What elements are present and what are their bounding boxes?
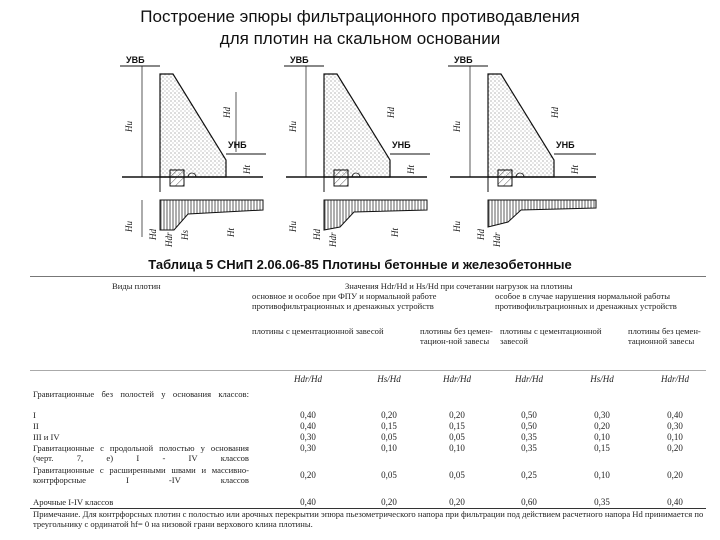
col-head-5: Hs/Hd bbox=[590, 374, 614, 384]
cell-r4-c6: 0,20 bbox=[667, 443, 683, 453]
row-name-5: Гравитационные с расширенными швами и массивно-контрфорсные I -IV классов bbox=[33, 465, 249, 486]
row-name-6: Арочные I-IV классов bbox=[33, 497, 114, 507]
cell-r1-c5: 0,30 bbox=[594, 410, 610, 420]
col-head-3: Hdr/Hd bbox=[442, 374, 471, 384]
hdr-label-3: Hdr bbox=[492, 232, 502, 247]
hu-label-1b: Hu bbox=[124, 221, 134, 232]
uvb-label-1: УВБ bbox=[126, 55, 145, 65]
uvb-label-2: УВБ bbox=[290, 55, 309, 65]
ht-label-3: Ht bbox=[570, 165, 580, 174]
row-name-2: II bbox=[33, 421, 39, 431]
cell-r4-c4: 0,35 bbox=[521, 443, 537, 453]
cell-r3-c4: 0,35 bbox=[521, 432, 537, 442]
hu-label-2b: Hu bbox=[288, 221, 298, 232]
page-title-line1: Построение эпюры фильтрационного противодавления bbox=[140, 7, 580, 26]
cell-r5-c2: 0,05 bbox=[381, 470, 397, 480]
group2-header: особое в случае нарушения нормальной работы противофильтрационных и дренажных устройств bbox=[495, 291, 677, 312]
hd-label-2: Hd bbox=[386, 107, 396, 118]
ht-label-2b: Ht bbox=[390, 228, 400, 237]
ht-label-1: Ht bbox=[242, 165, 252, 174]
hd-label-3b: Hd bbox=[476, 229, 486, 240]
table-caption: Таблица 5 СНиП 2.06.06-85 Плотины бетонные и железобетонные bbox=[148, 257, 572, 272]
hu-label-1: Hu bbox=[124, 121, 134, 132]
hs-label-1: Hs bbox=[180, 229, 190, 240]
cell-r3-c1: 0,30 bbox=[300, 432, 316, 442]
unb-label-1: УНБ bbox=[228, 140, 247, 150]
cell-r6-c4: 0,60 bbox=[521, 497, 537, 507]
page-title-line2: для плотин на скальном основании bbox=[219, 29, 501, 48]
hd-label-2b: Hd bbox=[312, 229, 322, 240]
sub3-header: плотины с цементационной завесой bbox=[500, 326, 602, 347]
cell-r4-c5: 0,15 bbox=[594, 443, 610, 453]
cell-r6-c3: 0,20 bbox=[449, 497, 465, 507]
cell-r2-c3: 0,15 bbox=[449, 421, 465, 431]
cell-r2-c1: 0,40 bbox=[300, 421, 316, 431]
hdr-label-2: Hdr bbox=[328, 232, 338, 247]
row-name-1: I bbox=[33, 410, 36, 420]
cell-r1-c2: 0,20 bbox=[381, 410, 397, 420]
sub2-header: плотины без цемен-тацион-ной завесы bbox=[420, 326, 493, 347]
cell-r3-c5: 0,10 bbox=[594, 432, 610, 442]
table-note: Примечание. Для контрфорсных плотин с полостью или арочных перекрытии эпюра пьезометрического напора при фильтрации под действием расчетного напора Hd принимается по треугольнику с ординатой hf= 0 на низовой грани верхового клина плотины. bbox=[33, 509, 704, 530]
cell-r6-c6: 0,40 bbox=[667, 497, 683, 507]
group1-header: основное и особое при ФПУ и нормальной работе противофильтрационных и дренажных устройств bbox=[252, 291, 437, 312]
cell-r6-c1: 0,40 bbox=[300, 497, 316, 507]
cell-r4-c3: 0,10 bbox=[449, 443, 465, 453]
cell-r5-c3: 0,05 bbox=[449, 470, 465, 480]
col-type-header: Виды плотин bbox=[112, 281, 161, 291]
hdr-label-1: Hdr bbox=[164, 232, 174, 247]
sub1-header: плотины с цементационной завесой bbox=[252, 326, 384, 336]
hu-label-3b: Hu bbox=[452, 221, 462, 232]
cell-r2-c2: 0,15 bbox=[381, 421, 397, 431]
row-name-4: Гравитационные с продольной полостью у основания (черт. 7, е) I - IV классов bbox=[33, 443, 249, 464]
cell-r4-c1: 0,30 bbox=[300, 443, 316, 453]
col-head-2: Hs/Hd bbox=[377, 374, 401, 384]
cell-r6-c2: 0,20 bbox=[381, 497, 397, 507]
cell-r4-c2: 0,10 bbox=[381, 443, 397, 453]
col-head-1: Hdr/Hd bbox=[293, 374, 322, 384]
cell-r1-c4: 0,50 bbox=[521, 410, 537, 420]
row-name-0: Гравитационные без полостей у основания классов: bbox=[33, 389, 249, 399]
cell-r2-c4: 0,50 bbox=[521, 421, 537, 431]
unb-label-2: УНБ bbox=[392, 140, 411, 150]
dam-diagram-3 bbox=[448, 55, 596, 248]
cell-r2-c5: 0,20 bbox=[594, 421, 610, 431]
values-header: Значения Hdr/Hd и Hs/Hd при сочетании нагрузок на плотины bbox=[345, 281, 573, 291]
cell-r3-c6: 0,10 bbox=[667, 432, 683, 442]
ht-label-1b: Ht bbox=[226, 228, 236, 237]
hu-label-2: Hu bbox=[288, 121, 298, 132]
cell-r5-c4: 0,25 bbox=[521, 470, 537, 480]
cell-r5-c6: 0,20 bbox=[667, 470, 683, 480]
cell-r3-c2: 0,05 bbox=[381, 432, 397, 442]
uvb-label-3: УВБ bbox=[454, 55, 473, 65]
hd-label-1b: Hd bbox=[148, 229, 158, 240]
sub4-header: плотины без цемен-тационной завесы bbox=[628, 326, 701, 347]
col-head-6: Hdr/Hd bbox=[660, 374, 689, 384]
hd-label-1: Hd bbox=[222, 107, 232, 118]
row-name-3: III и IV bbox=[33, 432, 60, 442]
ht-label-2: Ht bbox=[406, 165, 416, 174]
hd-label-3: Hd bbox=[550, 107, 560, 118]
dam-diagram-2 bbox=[284, 55, 430, 248]
cell-r6-c5: 0,35 bbox=[594, 497, 610, 507]
unb-label-3: УНБ bbox=[556, 140, 575, 150]
hu-label-3: Hu bbox=[452, 121, 462, 132]
cell-r3-c3: 0,05 bbox=[449, 432, 465, 442]
cell-r1-c3: 0,20 bbox=[449, 410, 465, 420]
cell-r5-c1: 0,20 bbox=[300, 470, 316, 480]
col-head-4: Hdr/Hd bbox=[514, 374, 543, 384]
cell-r5-c5: 0,10 bbox=[594, 470, 610, 480]
dam-diagrams bbox=[118, 52, 718, 257]
cell-r2-c6: 0,30 bbox=[667, 421, 683, 431]
cell-r1-c6: 0,40 bbox=[667, 410, 683, 420]
dam-diagram-1 bbox=[120, 55, 266, 248]
cell-r1-c1: 0,40 bbox=[300, 410, 316, 420]
